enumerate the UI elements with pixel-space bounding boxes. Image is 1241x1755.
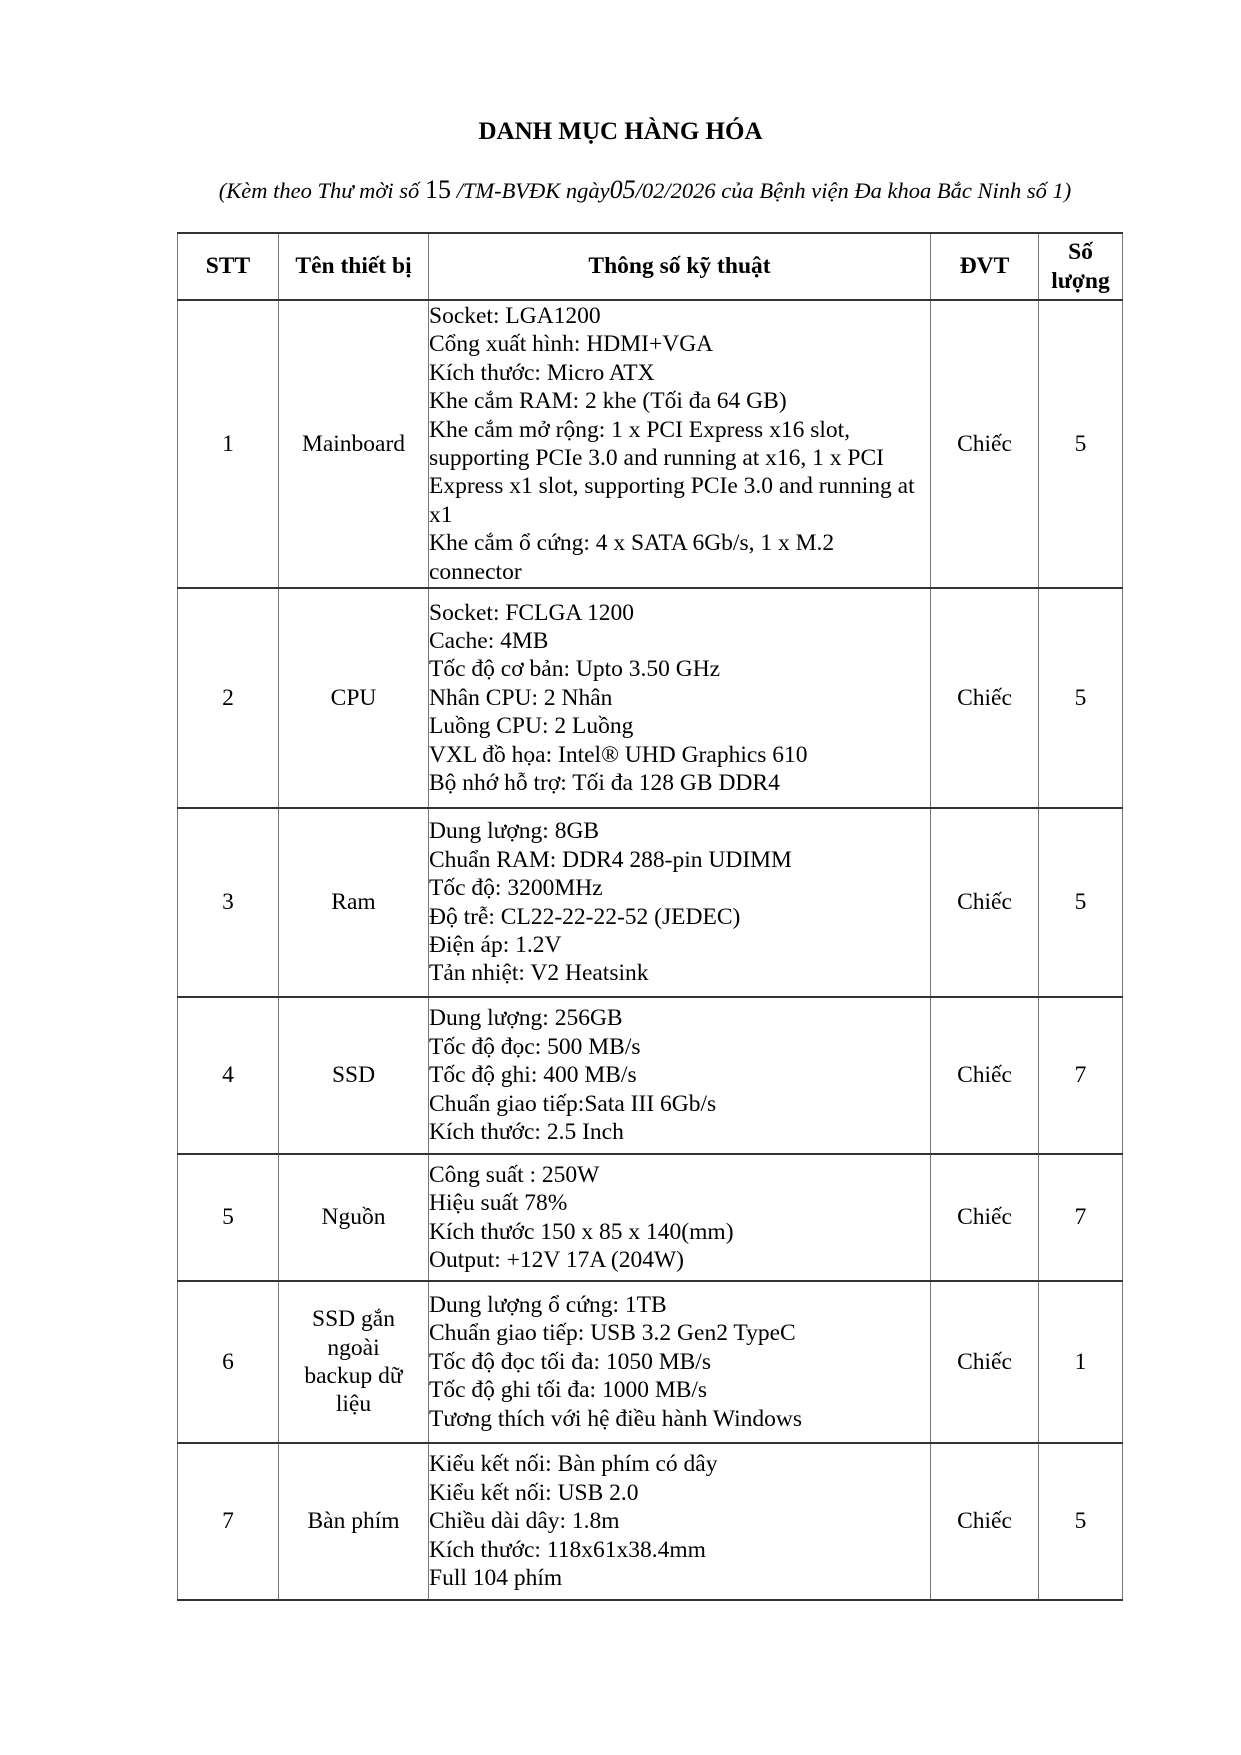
cell-quantity: 7 — [1039, 1154, 1123, 1281]
spec-line: Full 104 phím — [429, 1565, 563, 1592]
cell-specifications — [429, 997, 931, 1154]
letter-number: 15 — [424, 175, 451, 204]
header-quantity-line2: lượng — [1051, 267, 1110, 294]
cell-unit: Chiếc — [931, 1154, 1039, 1281]
table-body — [178, 300, 1123, 1600]
subtitle-middle: /TM-BVĐK ngày — [450, 178, 610, 203]
spec-line: Kích thước: 118x61x38.4mm — [429, 1536, 706, 1563]
cell-quantity: 1 — [1039, 1281, 1123, 1443]
cell-stt: 2 — [178, 588, 279, 808]
document-title: DANH MỤC HÀNG HÓA — [478, 118, 763, 145]
spec-line: Kích thước 150 x 85 x 140(mm) — [429, 1218, 734, 1245]
cell-stt: 6 — [178, 1281, 279, 1443]
cell-unit: Chiếc — [931, 1281, 1039, 1443]
spec-line: Tốc độ ghi: 400 MB/s — [429, 1062, 637, 1089]
spec-line: VXL đồ họa: Intel® UHD Graphics 610 — [429, 741, 808, 768]
spec-line: Tốc độ đọc tối đa: 1050 MB/s — [429, 1348, 711, 1375]
header-quantity — [1039, 233, 1123, 300]
spec-line: Dung lượng ổ cứng: 1TB — [429, 1291, 667, 1318]
cell-unit: Chiếc — [931, 300, 1039, 588]
spec-line: Kiểu kết nối: Bàn phím có dây — [429, 1451, 718, 1478]
cell-stt: 5 — [178, 1154, 279, 1281]
cell-quantity: 5 — [1039, 808, 1123, 997]
date-day: 05 — [609, 175, 636, 204]
header-unit: ĐVT — [931, 233, 1039, 300]
spec-line: Tốc độ ghi tối đa: 1000 MB/s — [429, 1377, 708, 1404]
header-device-name: Tên thiết bị — [279, 233, 429, 300]
spec-line: Cổng xuất hình: HDMI+VGA — [429, 331, 714, 358]
cell-specifications — [429, 1281, 931, 1443]
spec-line: Dung lượng: 8GB — [429, 818, 600, 845]
subtitle-date-rest: /02/2026 của Bệnh viện Đa khoa Bắc Ninh số 1) — [635, 178, 1072, 203]
cell-unit: Chiếc — [931, 588, 1039, 808]
spec-line: Chuẩn giao tiếp: USB 3.2 Gen2 TypeC — [429, 1320, 796, 1347]
cell-stt: 4 — [178, 997, 279, 1154]
table-row — [178, 300, 1123, 588]
cell-device-name: SSD gắn ngoài backup dữ liệu — [279, 1281, 429, 1443]
spec-line: Khe cắm RAM: 2 khe (Tối đa 64 GB) — [429, 388, 787, 415]
cell-specifications — [429, 300, 931, 588]
cell-quantity: 7 — [1039, 997, 1123, 1154]
spec-line: Luồng CPU: 2 Luồng — [429, 713, 634, 740]
spec-line: Socket: LGA1200 — [429, 302, 601, 329]
cell-device-name: Nguồn — [279, 1154, 429, 1281]
table-row — [178, 588, 1123, 808]
spec-line: Tốc độ: 3200MHz — [429, 875, 603, 902]
cell-quantity: 5 — [1039, 300, 1123, 588]
cell-specifications — [429, 808, 931, 997]
subtitle-prefix: (Kèm theo Thư mời số — [218, 178, 425, 203]
spec-line: Khe cắm ổ cứng: 4 x SATA 6Gb/s, 1 x M.2 connector — [429, 530, 835, 585]
spec-line: Tốc độ đọc: 500 MB/s — [429, 1033, 641, 1060]
cell-specifications — [429, 1154, 931, 1281]
cell-stt: 1 — [178, 300, 279, 588]
spec-line: Dung lượng: 256GB — [429, 1005, 623, 1032]
table-row — [178, 1154, 1123, 1281]
spec-line: Kích thước: Micro ATX — [429, 359, 655, 386]
cell-unit: Chiếc — [931, 997, 1039, 1154]
header-quantity-line1: Số — [1068, 239, 1093, 266]
spec-line: Chiều dài dây: 1.8m — [429, 1508, 620, 1535]
spec-line: Khe cắm mở rộng: 1 x PCI Express x16 slot, supporting PCIe 3.0 and running at x16, 1 x PCI Express x1 slot, supporting PCIe 3.0 and running at x1 — [429, 416, 915, 528]
spec-line: Output: +12V 17A (204W) — [429, 1246, 684, 1273]
table-row — [178, 997, 1123, 1154]
table-row — [178, 1443, 1123, 1600]
header-stt: STT — [178, 233, 279, 300]
cell-unit: Chiếc — [931, 1443, 1039, 1600]
spec-line: Công suất : 250W — [429, 1161, 600, 1188]
spec-line: Tương thích với hệ điều hành Windows — [429, 1405, 802, 1432]
header-specifications: Thông số kỹ thuật — [429, 233, 931, 300]
cell-device-name: SSD — [279, 997, 429, 1154]
cell-stt: 3 — [178, 808, 279, 997]
spec-line: Socket: FCLGA 1200 — [429, 599, 634, 626]
spec-line: Kích thước: 2.5 Inch — [429, 1119, 624, 1146]
cell-device-name: Bàn phím — [279, 1443, 429, 1600]
spec-line: Hiệu suất 78% — [429, 1190, 568, 1217]
spec-line: Bộ nhớ hỗ trợ: Tối đa 128 GB DDR4 — [429, 770, 780, 797]
cell-device-name: CPU — [279, 588, 429, 808]
table-row — [178, 808, 1123, 997]
spec-line: Nhân CPU: 2 Nhân — [429, 684, 613, 711]
cell-quantity: 5 — [1039, 588, 1123, 808]
spec-line: Kiểu kết nối: USB 2.0 — [429, 1479, 639, 1506]
cell-quantity: 5 — [1039, 1443, 1123, 1600]
spec-line: Chuẩn giao tiếp:Sata III 6Gb/s — [429, 1090, 717, 1117]
document-subtitle — [0, 174, 1241, 207]
cell-specifications — [429, 588, 931, 808]
cell-device-name: Mainboard — [279, 300, 429, 588]
spec-line: Điện áp: 1.2V — [429, 931, 562, 958]
cell-unit: Chiếc — [931, 808, 1039, 997]
spec-line: Tốc độ cơ bản: Upto 3.50 GHz — [429, 656, 721, 683]
spec-line: Độ trễ: CL22-22-22-52 (JEDEC) — [429, 903, 741, 930]
cell-stt: 7 — [178, 1443, 279, 1600]
table-row — [178, 1281, 1123, 1443]
spec-line: Tản nhiệt: V2 Heatsink — [429, 960, 649, 987]
cell-device-name: Ram — [279, 808, 429, 997]
goods-table — [177, 232, 1123, 1601]
spec-line: Chuẩn RAM: DDR4 288-pin UDIMM — [429, 846, 792, 873]
table-header-row — [178, 233, 1123, 300]
spec-line: Cache: 4MB — [429, 627, 549, 654]
cell-specifications — [429, 1443, 931, 1600]
